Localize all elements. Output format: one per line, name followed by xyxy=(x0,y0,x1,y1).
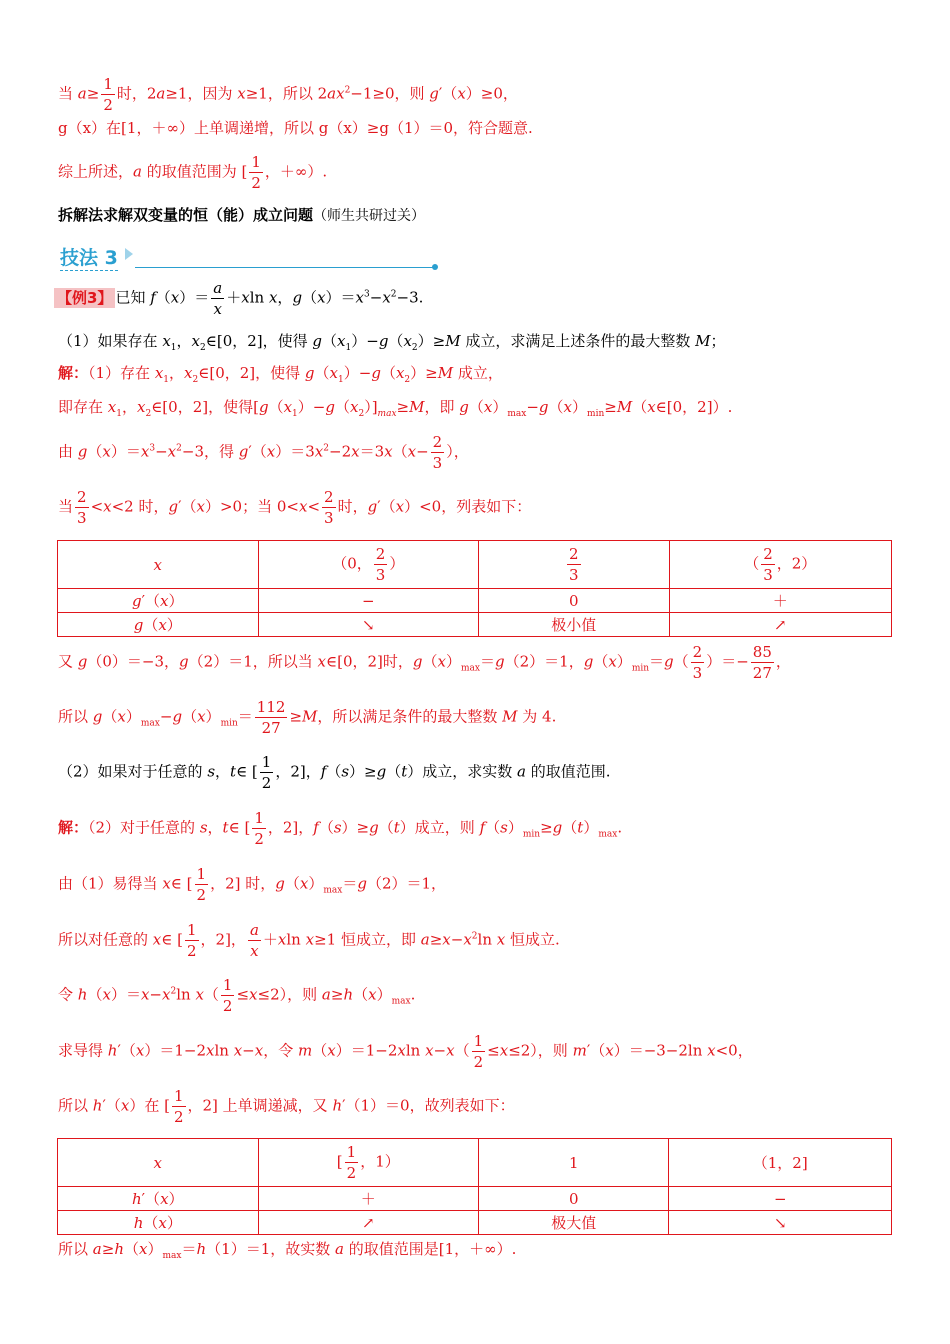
question-1: （1）如果存在 $x_1$，$x_2\in[0$，2]，使得 $g(x_1)-g(x_2)\ge M$ 成立，求满足上述条件的最大整数 M； xyxy=(58,332,726,353)
solution-10: 令 $h(x)=x-x^2\ln$ x（ $\frac{1}{2}$ ≤x≤2），则 $a\ge h(x)_{max}$. xyxy=(58,976,416,1015)
table-cell: g′（x） xyxy=(58,589,259,613)
table-cell: 极小值 xyxy=(479,613,670,637)
section-heading xyxy=(58,205,425,226)
solution-7: 解：（2）对于任意的 s，t∈ [ $\frac{1}{2}$ ，2]，f（s）≥g（t）成立，则 $f(s)_{min}\ge g(t)_{max}$. xyxy=(58,809,623,848)
table-row xyxy=(58,613,892,637)
table-cell: 极大值 xyxy=(478,1211,669,1235)
table-cell: 0 xyxy=(478,1187,669,1211)
table-row xyxy=(58,589,892,613)
table-row xyxy=(58,1139,892,1187)
table-cell: （1，2] xyxy=(669,1139,892,1187)
table-g-monotonicity xyxy=(57,540,892,637)
solution-13: 所以 $a\ge h(x)_{max}=h(1)=1$，故实数 a 的取值范围是[1，＋∞）. xyxy=(58,1240,517,1261)
table-cell: − xyxy=(669,1187,892,1211)
solution-5: 又 g（0）＝−3，g（2）＝1，所以当 x∈[0，2]时，$g(x)_{max}=g(2)=1$，$g(x)_{min}=g$（ $\frac{2}{3}$ ）＝− $\frac{85}{27}$ ， xyxy=(58,643,791,682)
table-cell: − xyxy=(258,589,478,613)
table-cell: ＋ xyxy=(258,1187,478,1211)
solution-9: 所以对任意的 x∈ [ $\frac{1}{2}$ ，2]， $\frac{a}{x}$ ＋xln x≥1 恒成立，即 $a\ge x-x^2\ln$ x 恒成立. xyxy=(58,921,560,960)
table-cell: ↗ xyxy=(258,1211,478,1235)
table-cell: 1 xyxy=(478,1139,669,1187)
solution-2: 即存在 $x_1$，$x_2\in[0$，2]，使得$[g(x_1)-g(x_2)]_{max}\ge M$，即 $g(x)_{max}-g(x)_{min}\ge M(x\in[0$，2]）. xyxy=(58,398,733,419)
heading-note: （师生共研过关） xyxy=(313,208,426,224)
table-row xyxy=(58,1211,892,1235)
table-cell: （0， $\frac{2}{3}$ ） xyxy=(258,541,478,589)
solution-3: 由 $g(x)=x^3-x^2-3$，得 $g'(x)=3x^2-2x=3x(x-$ $\frac{2}{3}$ ）， xyxy=(58,433,469,472)
table-cell: [ $\frac{1}{2}$ ，1） xyxy=(258,1139,478,1187)
line-2: g（x）在[1，＋∞）上单调递增，所以 g（x）≥g（1）＝0，符合题意. xyxy=(58,119,533,137)
table-cell: ↘ xyxy=(669,1211,892,1235)
jifa-arrow-icon xyxy=(125,248,133,260)
table-cell: x xyxy=(58,1139,259,1187)
example-tag: 【例3】 xyxy=(54,288,115,308)
solution-label: 解： xyxy=(58,364,89,382)
solution-11: 求导得 h′（x）＝1−2xln x−x，令 m（x）＝1−2xln x−x（ $\frac{1}{2}$ ≤x≤2），则 m′（x）＝−3−2ln x<0， xyxy=(58,1032,753,1071)
table-cell: （ $\frac{2}{3}$ ，2） xyxy=(669,541,891,589)
table-cell: ＋ xyxy=(669,589,891,613)
table-cell: h（x） xyxy=(58,1211,259,1235)
jifa-divider xyxy=(135,267,435,268)
table-cell: ↗ xyxy=(669,613,891,637)
jifa-label: 技法 3 xyxy=(60,243,118,271)
table-row xyxy=(58,541,892,589)
question-2: （2）如果对于任意的 s，t∈ [ $\frac{1}{2}$ ，2]，f（s）≥g（t）成立，求实数 a 的取值范围. xyxy=(58,753,611,792)
solution-4: 当 $\frac{2}{3}$ <x<2 时，g′（x）>0；当 0<x< $\frac{2}{3}$ 时，g′（x）<0，列表如下： xyxy=(58,488,532,527)
jifa-dot-icon xyxy=(432,264,438,270)
heading-text: 拆解法求解双变量的恒（能）成立问题 xyxy=(58,206,314,224)
example-statement: 【例3】 已知 f（x）＝ $\frac{a}{x}$ ＋xln x，$g(x)=x^3-x^2-3$. xyxy=(54,278,423,319)
solution-label: 解： xyxy=(58,818,89,837)
solution-8: 由（1）易得当 x∈ [ $\frac{1}{2}$ ，2] 时，$g(x)_{max}=g(2)=1$， xyxy=(58,865,447,904)
solution-1: 解：（1）存在 $x_1$，$x_2\in[0$，2]，使得 $g(x_1)-g(x_2)\ge M$ 成立， xyxy=(58,364,503,385)
line-3: 综上所述，a 的取值范围为 [ $\frac{1}{2}$ ，＋∞）. xyxy=(58,153,328,192)
table-cell: h′（x） xyxy=(58,1187,259,1211)
line-1: 当 a≥ $\frac{1}{2}$ 时，2a≥1，因为 x≥1，所以 $2ax^2-1\ge 0$，则 g′（x）≥0， xyxy=(58,75,518,114)
solution-12: 所以 h′（x）在 [ $\frac{1}{2}$ ，2] 上单调递减，又 h′（1）＝0，故列表如下： xyxy=(58,1087,515,1126)
table-cell: 0 xyxy=(479,589,670,613)
solution-6: 所以 $g(x)_{max}-g(x)_{min}=$ $\frac{112}{27}$ ≥M，所以满足条件的最大整数 M 为 4. xyxy=(58,698,557,737)
table-cell: $\frac{2}{3}$ xyxy=(479,541,670,589)
table-cell: g（x） xyxy=(58,613,259,637)
table-h-monotonicity xyxy=(57,1138,892,1235)
table-row xyxy=(58,1187,892,1211)
table-cell: ↘ xyxy=(258,613,478,637)
table-cell: x xyxy=(58,541,259,589)
